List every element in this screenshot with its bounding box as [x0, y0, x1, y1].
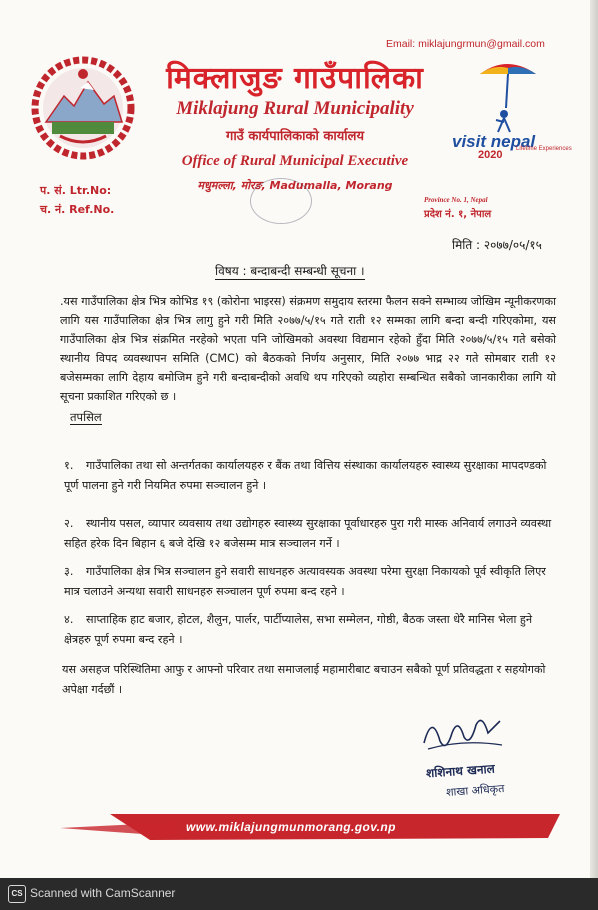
letter-number-label: प. सं. Ltr.No:	[40, 184, 112, 197]
details-heading-text: तपसिल	[70, 410, 102, 424]
details-heading	[70, 410, 102, 425]
municipality-name-english: Miklajung Rural Municipality	[176, 98, 414, 119]
reference-number-label: च. नं. Ref.No.	[40, 203, 115, 216]
office-name-nepali: गाउँ कार्यपालिकाको कार्यालय	[226, 129, 364, 144]
list-item-number: २.	[64, 517, 74, 530]
footer-website-link[interactable]: www.miklajungmunmorang.gov.np	[186, 820, 396, 834]
signature-mark	[418, 703, 508, 758]
list-item	[64, 562, 556, 602]
signatory-title: शाखा अधिकृत	[445, 781, 505, 800]
list-item-text: स्थानीय पसल, व्यापार व्यवसाय तथा उद्योगहरु स्वास्थ्य सुरक्षाका पूर्वाधारहरु पुरा गरी मास्क अनिवार्य लगाउने व्यवस्था सहित हरेक दिन बिहान ६ बजे देखि १२ बजेसम्म मात्र सञ्चालन गर्ने ।	[64, 517, 552, 550]
list-item-number: १.	[64, 459, 74, 472]
province-english: Province No. 1, Nepal	[424, 196, 488, 204]
office-address: मधुमल्ला, मोरङ, Madumalla, Morang	[197, 179, 393, 192]
list-item-text: गाउँपालिका तथा सो अन्तर्गतका कार्यालयहरु र बैंक तथा वित्तिय संस्थाका कार्यालयहरु स्वास्थ्य सुरक्षाका मापदण्डको पूर्ण पालना हुने गरी नियमित रुपमा सञ्चालन हुने ।	[64, 459, 547, 492]
visit-nepal-text: visit nepal	[452, 132, 536, 151]
closing-paragraph: यस असहज परिस्थितिमा आफु र आफ्नो परिवार तथा समाजलाई महामारीबाट बचाउन सबैको पूर्ण प्रतिवद्धता र सहयोगको अपेक्षा गर्दछौं ।	[62, 663, 546, 696]
list-item-text: गाउँपालिका क्षेत्र भित्र सञ्चालन हुने सवारी साधनहरु अत्यावस्यक अवस्था परेमा सुरक्षा निकायको पूर्व स्वीकृति लिएर मात्र चलाउने अन्यथा सवारी साधनहरु सञ्चालन पूर्ण रुपमा बन्द रहने ।	[64, 565, 546, 598]
list-item-number: ४.	[64, 613, 74, 626]
letter-date: मिति : २०७७/०५/१५	[452, 238, 542, 252]
letter-subject-text: विषय : बन्दाबन्दी सम्बन्धी सूचना ।	[215, 264, 365, 278]
office-name-english: Office of Rural Municipal Executive	[181, 153, 409, 169]
signatory-name: शशिनाथ खनाल	[425, 761, 496, 781]
list-item	[64, 456, 556, 496]
list-item-number: ३.	[64, 565, 74, 578]
province-nepali: प्रदेश नं. १, नेपाल	[424, 209, 492, 220]
list-item	[64, 610, 556, 650]
office-stamp	[250, 178, 312, 224]
letter-body: .यस गाउँपालिका क्षेत्र भित्र कोभिड १९ (कोरोना भाइरस) संक्रमण समुदाय स्तरमा फैलन सक्ने सम्भाव्य जोखिम न्यूनीकरणका लागि यस गाउँपालिका क्षेत्र भित्र लागु हुने गरी मिति २०७७/५/१५ गते राती १२ सम्मका लागि बन्दा बन्दी गरिएकोमा, यस गाउँपालिका क्षेत्र भित्र संक्रमित नरहेको भएता पनि जोखिमको अवस्था विद्यमान रहेको हुँदा मिति २०७७/५/१५ गते बसेको स्थानीय विपद व्यवस्थापन समिति (CMC) को बैठकको निर्णय अनुसार, मिति २०७७ भाद्र २२ गते सोमबार राती १२ बजेसम्मका लागि देहाय बमोजिम हुने गरी बन्दाबन्दीको अवधि थप गरिएको व्यहोरा सम्बन्धित सबैको जानकारीका लागि यो सूचना प्रकाशित गरिएको छ ।	[60, 295, 556, 403]
list-item-text: साप्ताहिक हाट बजार, होटल, शैलुन, पार्लर, पार्टीप्यालेस, सभा सम्मेलन, गोष्ठी, बैठक जस्ता धेरै मानिस भेला हुने क्षेत्रहरु पूर्ण रुपमा बन्द रहने ।	[64, 613, 533, 646]
visit-nepal-year: 2020	[478, 149, 503, 161]
list-item	[64, 514, 556, 554]
municipality-name-nepali: मिक्लाजुङ गाउँपालिका	[166, 61, 424, 96]
scanner-watermark-text: Scanned with CamScanner	[30, 886, 176, 900]
visit-nepal-tagline: Lifetime Experiences	[516, 146, 572, 152]
nepal-emblem-icon	[30, 56, 136, 160]
header-email: Email: miklajungrmun@gmail.com	[386, 38, 545, 50]
camscanner-icon: CS	[8, 885, 26, 903]
page-edge	[590, 0, 598, 878]
letter-subject	[215, 262, 365, 279]
